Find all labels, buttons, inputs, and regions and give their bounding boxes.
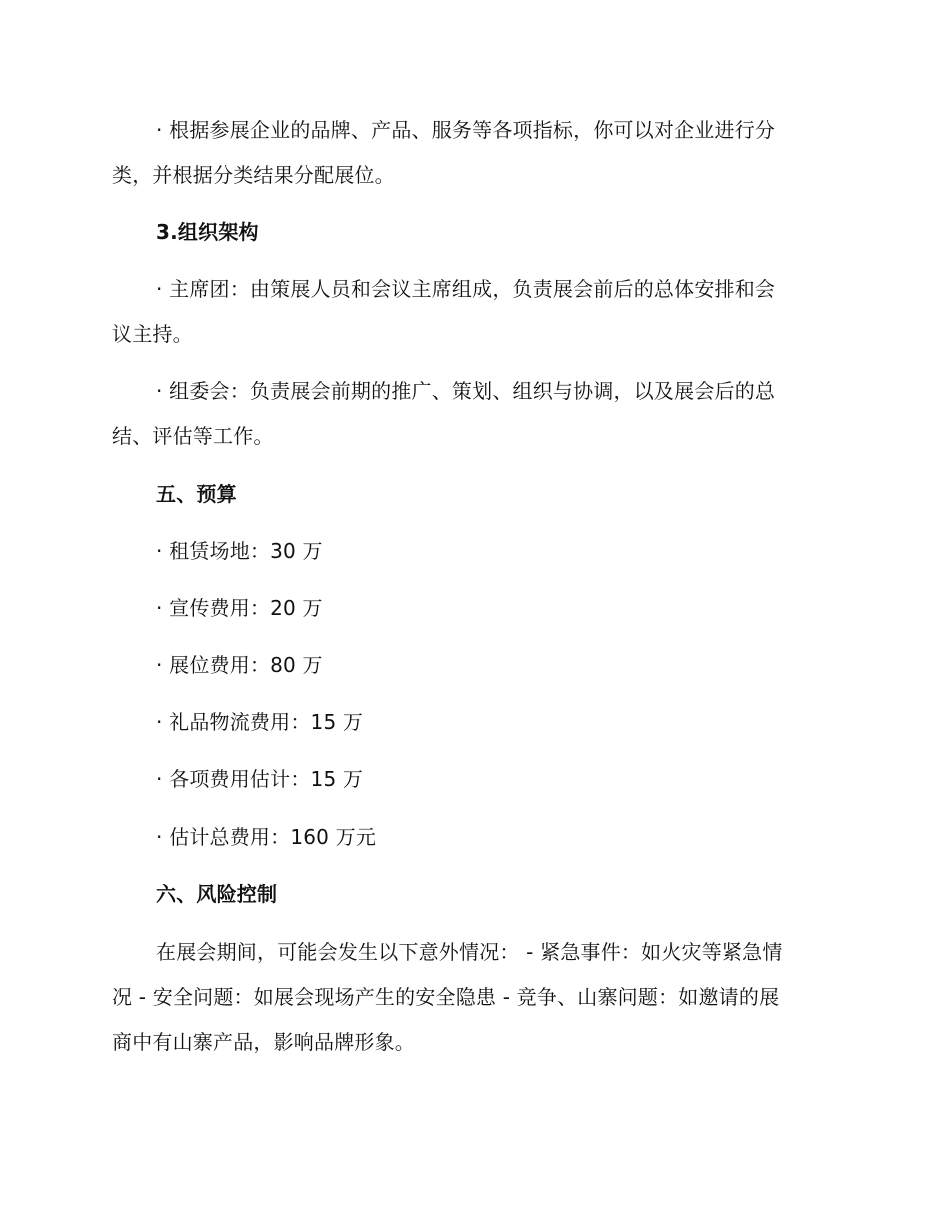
paragraph-risk-line-3: 商中有山寨产品，影响品牌形象。 (112, 1030, 415, 1054)
paragraph-classify-line-1: · 根据参展企业的品牌、产品、服务等各项指标，你可以对企业进行分 (156, 118, 776, 142)
budget-item-gift-logistics: · 礼品物流费用：15 万 (156, 710, 364, 734)
budget-item-publicity: · 宣传费用：20 万 (156, 596, 323, 620)
paragraph-committee-line-1: · 组委会：负责展会前期的推广、策划、组织与协调，以及展会后的总 (156, 379, 776, 403)
paragraph-presidium-line-1: · 主席团：由策展人员和会议主席组成，负责展会前后的总体安排和会 (156, 277, 776, 301)
budget-item-total: · 估计总费用：160 万元 (156, 825, 377, 849)
section-heading-budget: 五、预算 (156, 482, 237, 506)
budget-item-misc-estimate: · 各项费用估计：15 万 (156, 767, 364, 791)
section-heading-risk-control: 六、风险控制 (156, 882, 278, 906)
budget-item-booth: · 展位费用：80 万 (156, 653, 323, 677)
paragraph-risk-line-1: 在展会期间，可能会发生以下意外情况： - 紧急事件：如火灾等紧急情 (156, 940, 783, 964)
budget-item-venue: · 租赁场地：30 万 (156, 539, 323, 563)
paragraph-risk-line-2: 况 - 安全问题：如展会现场产生的安全隐患 - 竞争、山寨问题：如邀请的展 (112, 985, 780, 1009)
paragraph-committee-line-2: 结、评估等工作。 (112, 424, 274, 448)
paragraph-presidium-line-2: 议主持。 (112, 322, 193, 346)
section-heading-org-structure: 3.组织架构 (156, 220, 259, 244)
paragraph-classify-line-2: 类，并根据分类结果分配展位。 (112, 163, 395, 187)
